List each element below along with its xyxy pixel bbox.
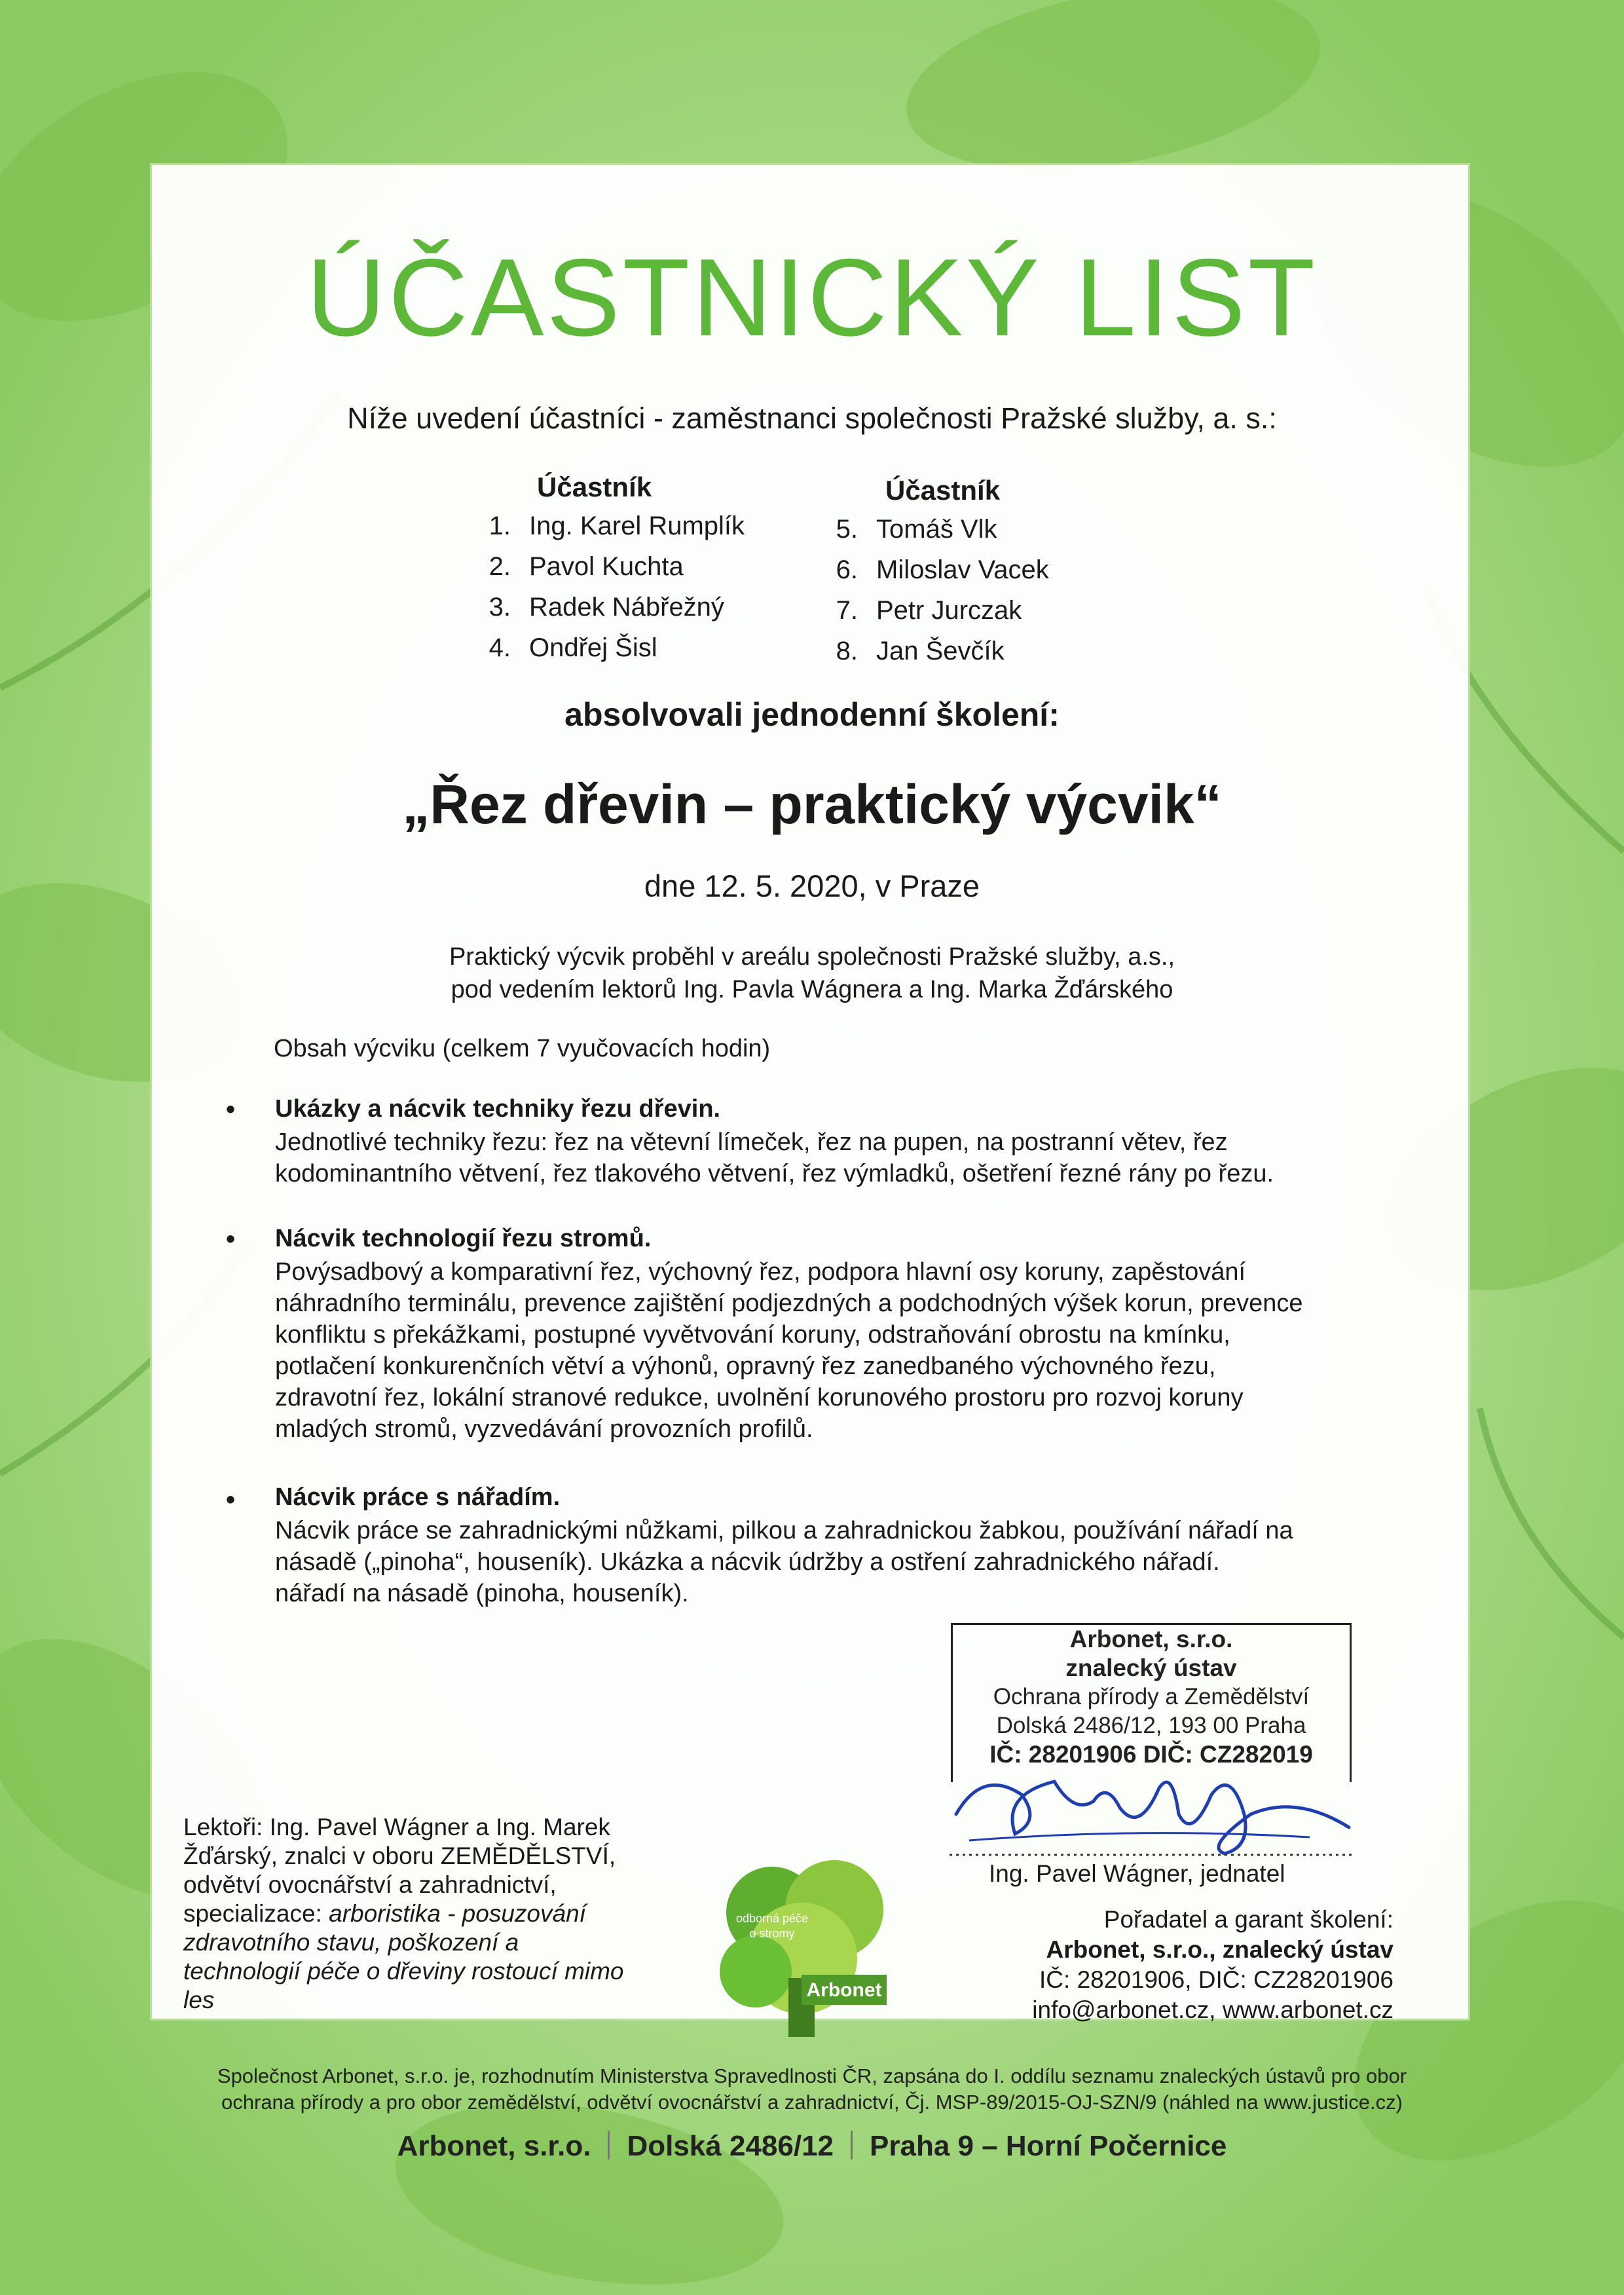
bullet-icon: • bbox=[226, 1485, 236, 1514]
section-title: Ukázky a nácvik techniky řezu dřevin. bbox=[275, 1095, 721, 1123]
section-line: Jednotlivé techniky řezu: řez na větevní límeček, řez na pupen, na postranní větev, řez bbox=[275, 1129, 1228, 1156]
stamp-line: IČ: 28201906 DIČ: CZ282019 bbox=[989, 1741, 1313, 1768]
description-line: Praktický výcvik proběhl v areálu společnosti Pražské služby, a.s., bbox=[449, 943, 1175, 971]
section-title: Nácvik práce s nářadím. bbox=[275, 1483, 561, 1511]
logo-tagline: odborná péče bbox=[735, 1912, 809, 1925]
stamp-line: Dolská 2486/12, 193 00 Praha bbox=[996, 1713, 1306, 1738]
participant-column-header-2: Účastník bbox=[885, 475, 1001, 506]
signer-name: Ing. Pavel Wágner, jednatel bbox=[989, 1860, 1285, 1887]
section-line: nářadí na násadě (pinoha, houseník). bbox=[275, 1580, 689, 1607]
logo-name: Arbonet bbox=[806, 1979, 882, 2001]
section-text bbox=[275, 1256, 1414, 1445]
company-address bbox=[0, 2130, 1624, 2163]
divider bbox=[851, 2131, 853, 2159]
participant-list-1 bbox=[465, 506, 745, 668]
stamp-line: znalecký ústav bbox=[1065, 1654, 1237, 1681]
participant-list-2 bbox=[812, 509, 1049, 671]
logo-tagline: o stromy bbox=[749, 1927, 795, 1940]
course-title: „Řez dřevin – praktický výcvik“ bbox=[402, 774, 1222, 835]
lecturers-info: Lektoři: Ing. Pavel Wágner a Ing. Marek Žďárský, znalci v oboru ZEMĚDĚLSTVÍ, odvětví ovocnářství a zahradnictví, specializace: arboristika - posuzování zdravotního stavu, poškození a technologií péče o dřeviny rostoucí mimo les bbox=[183, 1814, 624, 2013]
list-item: 5. Tomáš Vlk bbox=[836, 515, 997, 544]
content-title: Obsah výcviku (celkem 7 vyučovacích hodin) bbox=[274, 1035, 771, 1062]
footer-city: Praha 9 – Horní Počernice bbox=[870, 2130, 1227, 2162]
certificate-title: ÚČASTNICKÝ LIST bbox=[306, 236, 1318, 359]
section-line: zdravotní řez, lokální stranové redukce, uvolnění korunového prostoru pro rozvoj koruny bbox=[275, 1384, 1244, 1411]
divider bbox=[608, 2131, 610, 2159]
list-item: 4. Ondřej Šisl bbox=[489, 633, 657, 662]
list-item: 3. Radek Nábřežný bbox=[489, 593, 724, 622]
section-title: Nácvik technologií řezu stromů. bbox=[275, 1225, 652, 1252]
section-line: potlačení konkurenčních větví a výhonů, opravný řez zanedbaného výchovného řezu, bbox=[275, 1353, 1216, 1380]
section-line: Povýsadbový a komparativní řez, výchovný řez, podpora hlavní osy koruny, zapěstování bbox=[275, 1258, 1246, 1286]
section-line: náhradního terminálu, prevence zajištění podjezdných a podchodných výšek korun, prevence bbox=[275, 1290, 1303, 1317]
section-line: mladých stromů, vyzvedávání provozních profilů. bbox=[275, 1415, 813, 1443]
list-item: 6. Miloslav Vacek bbox=[836, 555, 1049, 584]
section-line: násadě („pinoha“, houseník). Ukázka a nácvik údržby a ostření zahradnického nářadí. bbox=[275, 1548, 1220, 1576]
section-text bbox=[275, 1127, 1414, 1189]
section-line: konfliktu s překážkami, postupné vyvětvování koruny, odstraňování obrostu na kmínku, bbox=[275, 1321, 1230, 1349]
stamp-line: Ochrana přírody a Zemědělství bbox=[993, 1684, 1310, 1709]
bullet-icon: • bbox=[226, 1225, 236, 1254]
participant-column-header-1: Účastník bbox=[537, 472, 652, 502]
list-item: 2. Pavol Kuchta bbox=[489, 552, 684, 581]
signature bbox=[943, 1755, 1362, 1867]
intro-text: Níže uvedení účastníci - zaměstnanci společnosti Pražské služby, a. s.: bbox=[347, 401, 1277, 435]
section-line: kodominantního větvení, řez tlakového větvení, řez výmladků, ošetření řezné rány po řezu. bbox=[275, 1160, 1274, 1187]
footer-street: Dolská 2486/12 bbox=[627, 2130, 834, 2162]
footer-company: Arbonet, s.r.o. bbox=[397, 2130, 591, 2162]
bullet-icon: • bbox=[226, 1095, 236, 1124]
list-item: 7. Petr Jurczak bbox=[836, 596, 1022, 625]
stamp-line: Arbonet, s.r.o. bbox=[1069, 1626, 1233, 1652]
section-text bbox=[275, 1515, 1414, 1609]
section-line: Nácvik práce se zahradnickými nůžkami, pilkou a zahradnickou žabkou, používání nářadí na bbox=[275, 1517, 1293, 1544]
registration-note: Společnost Arbonet, s.r.o. je, rozhodnutím Ministerstva Spravedlnosti ČR, zapsána do I. oddílu seznamu znaleckých ústavů pro obor ochrana přírody a pro obor zemědělství, odvětví ovocnářství a zahradnictví, Čj. MSP-89/2015-OJ-SZN/9 (náhled na www.justice.cz) bbox=[217, 2064, 1407, 2114]
arbonet-logo bbox=[710, 1854, 900, 2043]
description-line: pod vedením lektorů Ing. Pavla Wágnera a Ing. Marka Žďárského bbox=[451, 976, 1173, 1003]
completed-text: absolvovali jednodenní školení: bbox=[564, 696, 1060, 733]
list-item: 1. Ing. Karel Rumplík bbox=[489, 512, 745, 540]
course-description bbox=[0, 941, 1624, 1006]
course-date-place: dne 12. 5. 2020, v Praze bbox=[644, 868, 980, 903]
organizer-info: Pořadatel a garant školení: Arbonet, s.r.o., znalecký ústav IČ: 28201906, DIČ: CZ28201906 info@arbonet.cz, www.arbonet.cz bbox=[1032, 1906, 1393, 2023]
list-item: 8. Jan Ševčík bbox=[836, 637, 1005, 665]
